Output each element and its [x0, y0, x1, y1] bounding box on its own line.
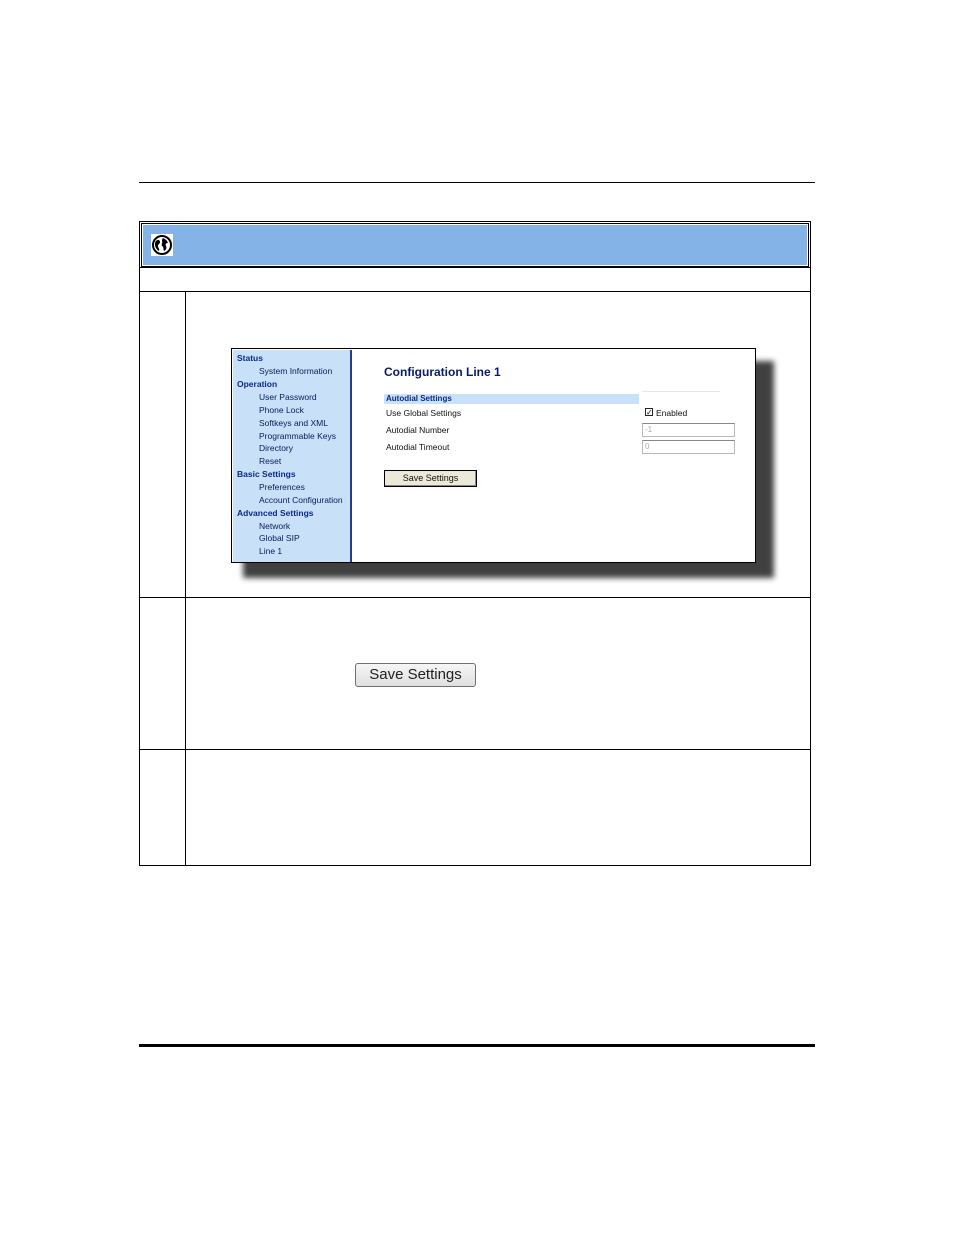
nav-item-line-1[interactable]: Line 1 [259, 546, 283, 556]
nav-item-account-configuration[interactable]: Account Configuration [259, 495, 343, 505]
nav-item-programmable-keys[interactable]: Programmable Keys [259, 431, 337, 441]
header-band [143, 225, 807, 265]
nav-item-phone-lock[interactable]: Phone Lock [259, 405, 304, 415]
autodial-number-field[interactable]: -1 [642, 423, 735, 437]
autodial-timeout-label: Autodial Timeout [386, 442, 450, 452]
subheader-top-line [140, 267, 810, 268]
embedded-save-settings-button[interactable]: Save Settings [384, 470, 477, 487]
table-header [141, 223, 809, 267]
nav-item-system-information[interactable]: System Information [259, 366, 333, 376]
table-subheader [140, 267, 810, 292]
top-rule [139, 182, 815, 183]
bottom-rule [139, 1044, 815, 1047]
nav-section-basic-settings[interactable]: Basic Settings [237, 469, 296, 479]
step-number-column-divider [185, 292, 186, 865]
nav-item-softkeys-xml[interactable]: Softkeys and XML [259, 418, 328, 428]
nav-section-advanced-settings[interactable]: Advanced Settings [237, 508, 314, 518]
autodial-section-label: Autodial Settings [386, 394, 452, 403]
globe-icon [151, 234, 173, 256]
nav-section-status[interactable]: Status [237, 353, 263, 363]
save-settings-button[interactable]: Save Settings [355, 663, 476, 687]
row-divider-2 [140, 749, 810, 750]
autodial-number-label: Autodial Number [386, 425, 450, 435]
row-divider-1 [140, 597, 810, 598]
config-page-title: Configuration Line 1 [384, 365, 501, 379]
nav-item-directory[interactable]: Directory [259, 443, 294, 453]
nav-section-operation[interactable]: Operation [237, 379, 278, 389]
nav-item-network[interactable]: Network [259, 521, 291, 531]
embedded-screenshot [231, 348, 756, 563]
enabled-checkbox[interactable]: ✓ [646, 408, 653, 417]
section-separator [642, 391, 720, 392]
autodial-timeout-field[interactable]: 0 [642, 440, 735, 454]
use-global-settings-label: Use Global Settings [386, 408, 462, 418]
nav-item-reset[interactable]: Reset [259, 456, 282, 466]
nav-item-preferences[interactable]: Preferences [259, 482, 305, 492]
enabled-label: Enabled [656, 408, 688, 418]
nav-item-user-password[interactable]: User Password [259, 392, 317, 402]
embedded-nav [233, 350, 352, 562]
nav-item-global-sip[interactable]: Global SIP [259, 533, 300, 543]
